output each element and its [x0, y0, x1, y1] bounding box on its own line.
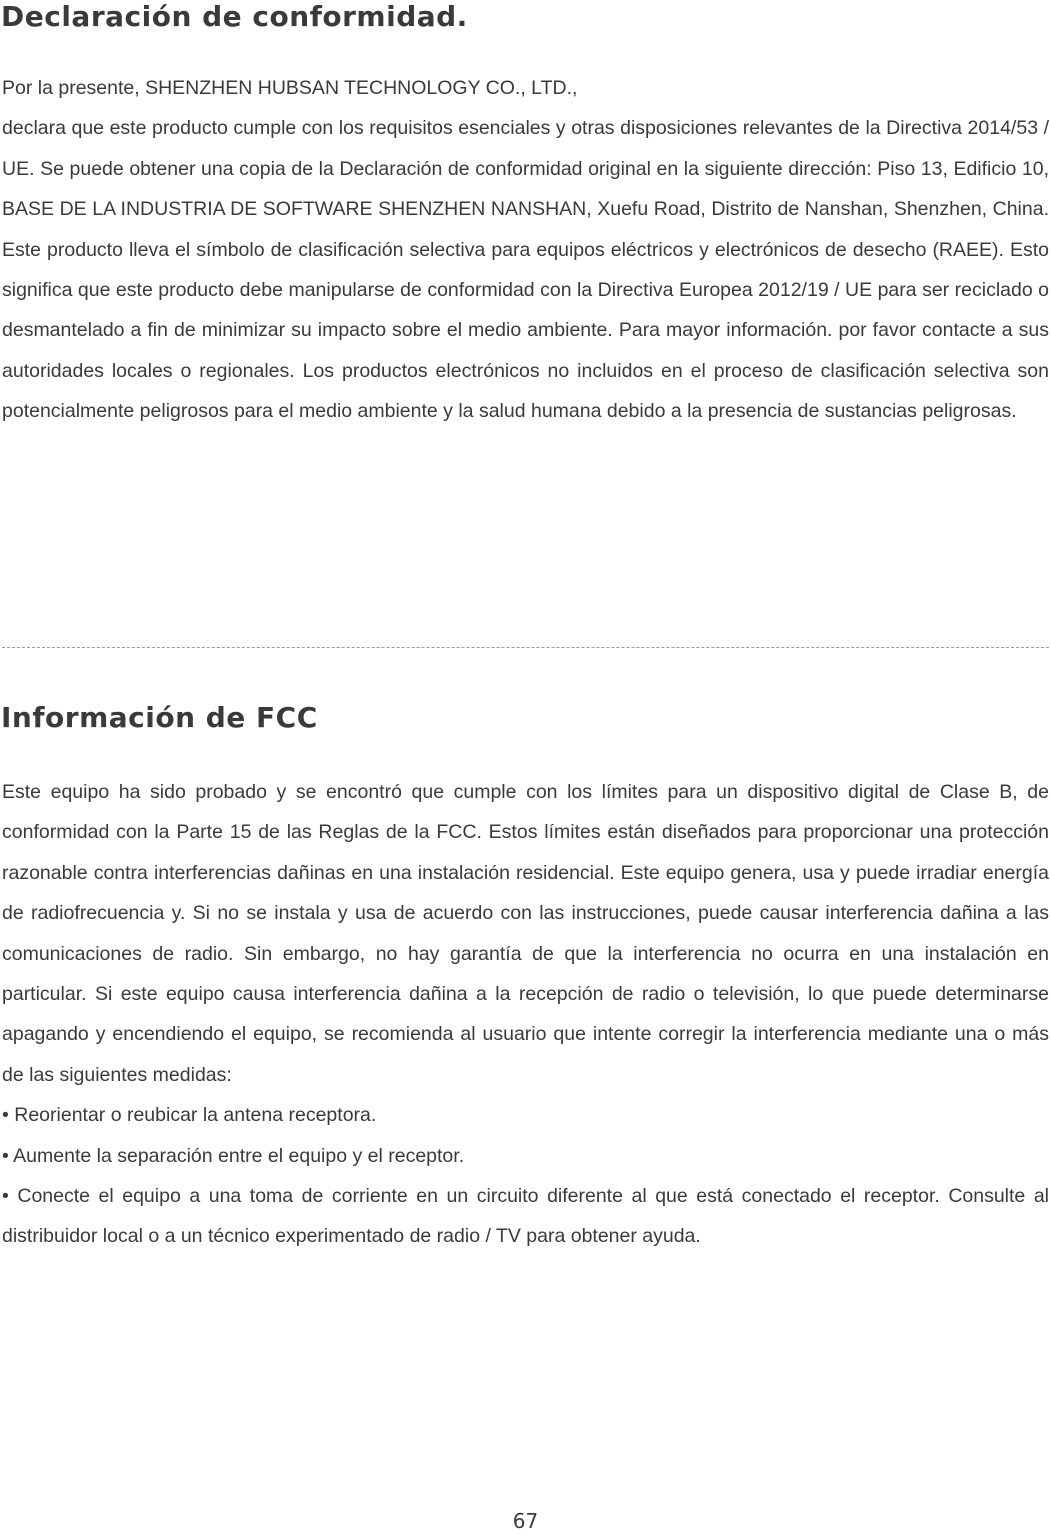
fcc-heading: Información de FCC — [1, 701, 318, 734]
declaration-heading: Declaración de conformidad. — [1, 0, 468, 33]
fcc-bullet-reorient: • Reorientar o reubicar la antena receptora. — [2, 1104, 377, 1127]
section-divider — [2, 647, 1049, 648]
page-number: 67 — [512, 1509, 539, 1533]
fcc-body: Este equipo ha sido probado y se encontró que cumple con los límites para un dispositivo digital de Clase B, de conformidad con la Parte 15 de las Reglas de la FCC. Estos límites están diseñados para proporcionar una protección razonable contra interferencias dañinas en una instalación residencial. Este equipo genera, usa y puede irradiar energía de radiofrecuencia y. Si no se instala y usa de acuerdo con las instrucciones, puede causar interferencia dañina a las comunicaciones de radio. Sin embargo, no hay garantía de que la interferencia no ocurra en una instalación en particular. Si este equipo causa interferencia dañina a la recepción de radio o televisión, lo que puede determinarse apagando y encendiendo el equipo, se recomienda al usuario que intente corregir la interferencia mediante una o más de las siguientes medidas: — [2, 781, 1049, 1086]
declaration-intro: Por la presente, SHENZHEN HUBSAN TECHNOLOGY CO., LTD., — [2, 77, 578, 99]
fcc-section — [2, 772, 1049, 1257]
fcc-bullet-outlet: • Conecte el equipo a una toma de corriente en un circuito diferente al que está conectado el receptor. Consulte al distribuidor local o a un técnico experimentado de radio / TV para obtener ayuda. — [2, 1185, 1049, 1248]
fcc-bullet-separation: • Aumente la separación entre el equipo y el receptor. — [2, 1144, 465, 1167]
declaration-section — [2, 68, 1049, 432]
declaration-body: declara que este producto cumple con los requisitos esenciales y otras disposiciones relevantes de la Directiva 2014/53 / UE. Se puede obtener una copia de la Declaración de conformidad original en la siguiente dirección: Piso 13, Edificio 10, BASE DE LA INDUSTRIA DE SOFTWARE SHENZHEN NANSHAN, Xuefu Road, Distrito de Nanshan, Shenzhen, China. Este producto lleva el símbolo de clasificación selectiva para equipos eléctricos y electrónicos de desecho (RAEE). Esto significa que este producto debe manipularse de conformidad con la Directiva Europea 2012/19 / UE para ser reciclado o desmantelado a fin de minimizar su impacto sobre el medio ambiente. Para mayor información. por favor contacte a sus autoridades locales o regionales. Los productos electrónicos no incluidos en el proceso de clasificación selectiva son potencialmente peligrosos para el medio ambiente y la salud humana debido a la presencia de sustancias peligrosas. — [2, 117, 1049, 423]
